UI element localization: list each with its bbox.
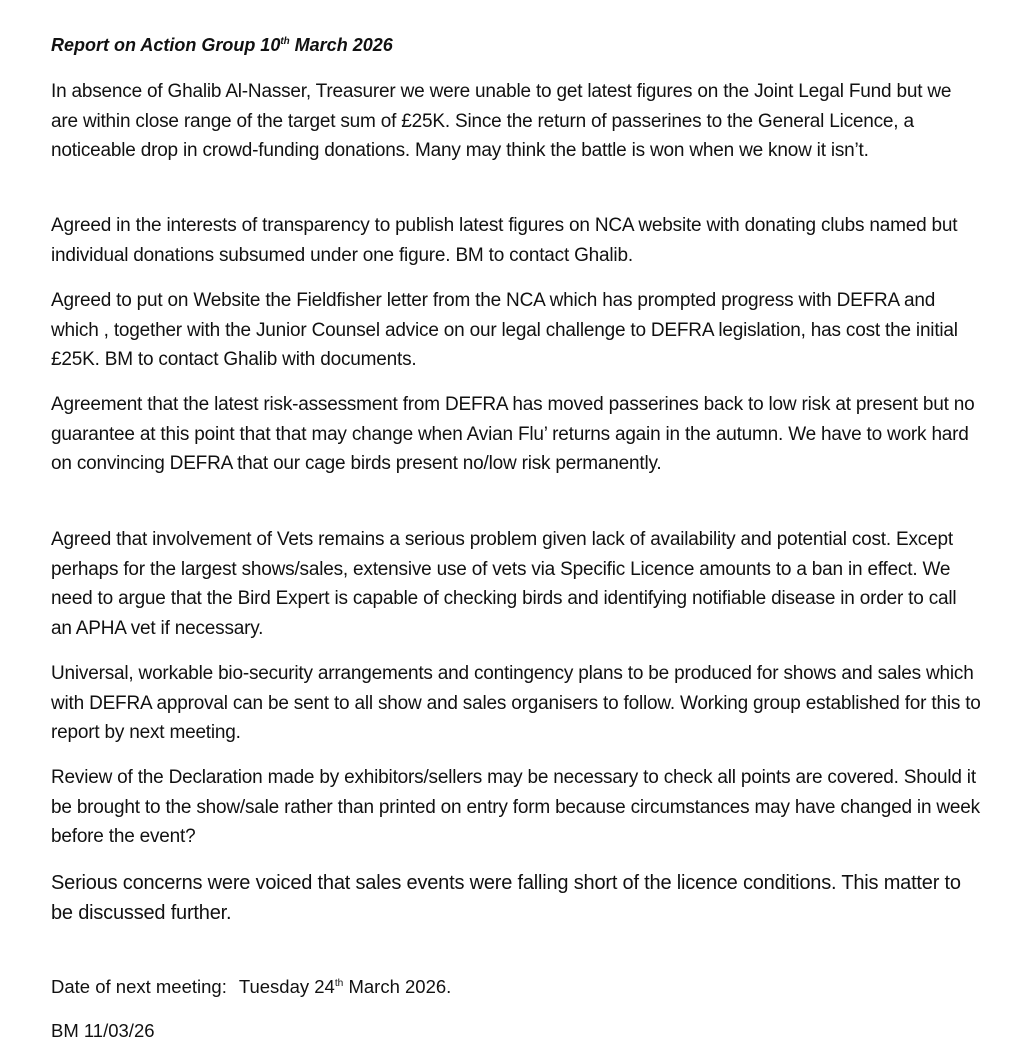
paragraph-declaration-review: Review of the Declaration made by exhibitors/sellers may be necessary to check all points are covered. Should it be brought to the show/sale rather than printed on entry form because circumstances may have changed in week before the event? [51, 767, 980, 847]
next-meeting-day: Tuesday 24 [238, 976, 335, 997]
next-meeting-label: Date of next meeting: [51, 976, 227, 997]
paragraph-fieldfisher-letter: Agreed to put on Website the Fieldfisher letter from the NCA which has prompted progress with DEFRA and which , together with the Junior Counsel advice on our legal challenge to DEFRA legislation, has cost the initial £25K. BM to contact Ghalib with documents. [51, 290, 958, 370]
next-meeting-date: March 2026. [343, 976, 452, 997]
report-title [51, 35, 393, 56]
next-meeting-ordinal: th [334, 977, 344, 989]
paragraph-transparency: Agreed in the interests of transparency to publish latest figures on NCA website with donating clubs named but individual donations subsumed under one figure. BM to contact Ghalib. [51, 215, 958, 266]
paragraph-bio-security: Universal, workable bio-security arrangements and contingency plans to be produced for shows and sales which with DEFRA approval can be sent to all show and sales organisers to follow. Working group established for this to report by next meeting. [51, 663, 981, 743]
paragraph-risk-assessment: Agreement that the latest risk-assessment from DEFRA has moved passerines back to low risk at present but no guarantee at this point that that may change when Avian Flu’ returns again in the autumn. We have to work hard on convincing DEFRA that our cage birds present no/low risk permanently. [51, 394, 975, 474]
report-title-date: March 2026 [289, 35, 393, 55]
paragraph-sales-concerns: Serious concerns were voiced that sales events were falling short of the licence conditions. This matter to be discussed further. [51, 872, 961, 924]
paragraph-vets-involvement: Agreed that involvement of Vets remains a serious problem given lack of availability and potential cost. Except perhaps for the largest shows/sales, extensive use of vets via Specific Licence amounts to a ban in effect. We need to argue that the Bird Expert is capable of checking birds and identifying notifiable disease in order to call an APHA vet if necessary. [51, 529, 957, 639]
next-meeting-line [51, 976, 451, 998]
report-title-text: Report on Action Group 10 [51, 35, 281, 55]
paragraph-joint-legal-fund: In absence of Ghalib Al-Nasser, Treasurer we were unable to get latest figures on the Joint Legal Fund but we are within close range of the target sum of £25K. Since the return of passerines to the General Licence, a noticeable drop in crowd-funding donations. Many may think the battle is won when we know it isn’t. [51, 81, 952, 161]
signoff: BM 11/03/26 [51, 1020, 155, 1041]
report-title-ordinal: th [280, 36, 290, 47]
